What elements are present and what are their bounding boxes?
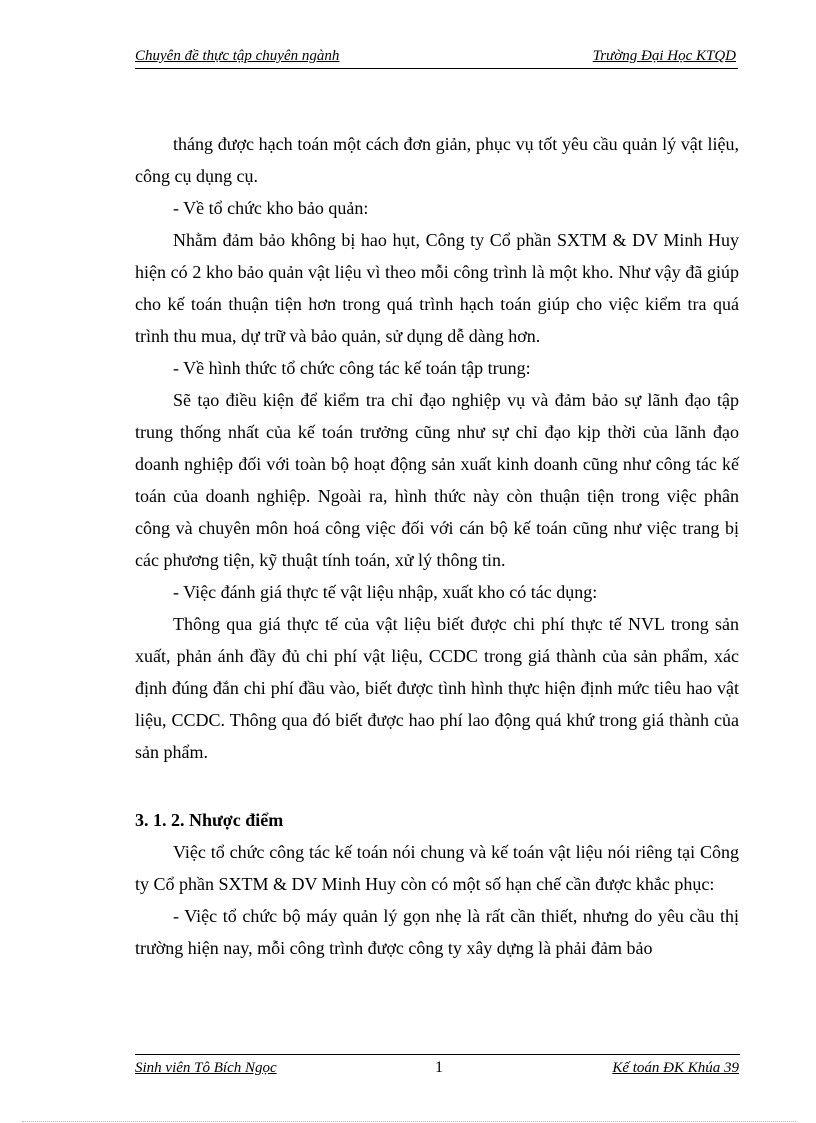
paragraph-storage: Nhằm đảm bảo không bị hao hụt, Công ty Cổ phần SXTM & DV Minh Huy hiện có 2 kho bảo quản vật liệu vì theo mỗi công trình là một kho. Như vậy đã giúp cho kế toán thuận tiện hơn trong quá trình hạch toán giúp cho việc kiểm tra quá trình thu mua, dự trữ và bảo quản, sử dụng dễ dàng hơn. [135,230,739,346]
paragraph-material-valuation: Thông qua giá thực tế của vật liệu biết được chi phí thực tế NVL trong sản xuất, phản ánh đầy đủ chi phí vật liệu, CCDC trong giá thành của sản phẩm, xác định đúng đắn chi phí đầu vào, biết được tình hình thực hiện định mức tiêu hao vật liệu, CCDC. Thông qua đó biết được hao phí lao động quá khứ trong giá thành của sản phẩm. [135,614,739,762]
document-body [135,128,739,964]
header-left-title: Chuyên đề thực tập chuyên ngành [135,48,340,64]
bullet-management-structure: - Việc tổ chức bộ máy quản lý gọn nhẹ là rất cần thiết, nhưng do yêu cầu thị trường hiện nay, mỗi công trình được công ty xây dựng là phải đảm bảo [135,906,739,958]
paragraph-centralized-accounting: Sẽ tạo điều kiện để kiểm tra chỉ đạo nghiệp vụ và đảm bảo sự lãnh đạo tập trung thống nhất của kế toán trưởng cũng như sự chỉ đạo kịp thời của lãnh đạo doanh nghiệp đối với toàn bộ hoạt động sản xuất kinh doanh cũng như công tác kế toán của doanh nghiệp. Ngoài ra, hình thức này còn thuận tiện trong việc phân công và chuyên môn hoá công việc đối với cán bộ kế toán cũng như việc trang bị các phương tiện, kỹ thuật tính toán, xử lý thông tin. [135,390,739,570]
bullet-material-valuation: - Việc đánh giá thực tế vật liệu nhập, xuất kho có tác dụng: [173,582,598,602]
page-number: 1 [435,1059,443,1076]
page-bottom-divider [22,1121,796,1122]
header-right-title: Trường Đại Học KTQD [592,48,736,64]
bullet-centralized-accounting: - Về hình thức tổ chức công tác kế toán tập trung: [173,358,531,378]
paragraph-continuation: tháng được hạch toán một cách đơn giản, phục vụ tốt yêu cầu quản lý vật liệu, công cụ dụng cụ. [135,134,739,186]
bullet-storage-organization: - Về tổ chức kho bảo quản: [173,198,369,218]
footer-student-name: Sinh viên Tô Bích Ngọc [135,1060,277,1076]
section-heading-weaknesses: 3. 1. 2. Nhược điểm [135,810,284,830]
page-footer [135,1054,740,1081]
section-gap [135,768,739,786]
paragraph-weaknesses-intro: Việc tổ chức công tác kế toán nói chung và kế toán vật liệu nói riêng tại Công ty Cổ phần SXTM & DV Minh Huy còn có một số hạn chế cần được khắc phục: [135,842,739,894]
footer-class-name: Kế toán ĐK Khúa 39 [612,1060,739,1076]
page-header [135,46,738,69]
